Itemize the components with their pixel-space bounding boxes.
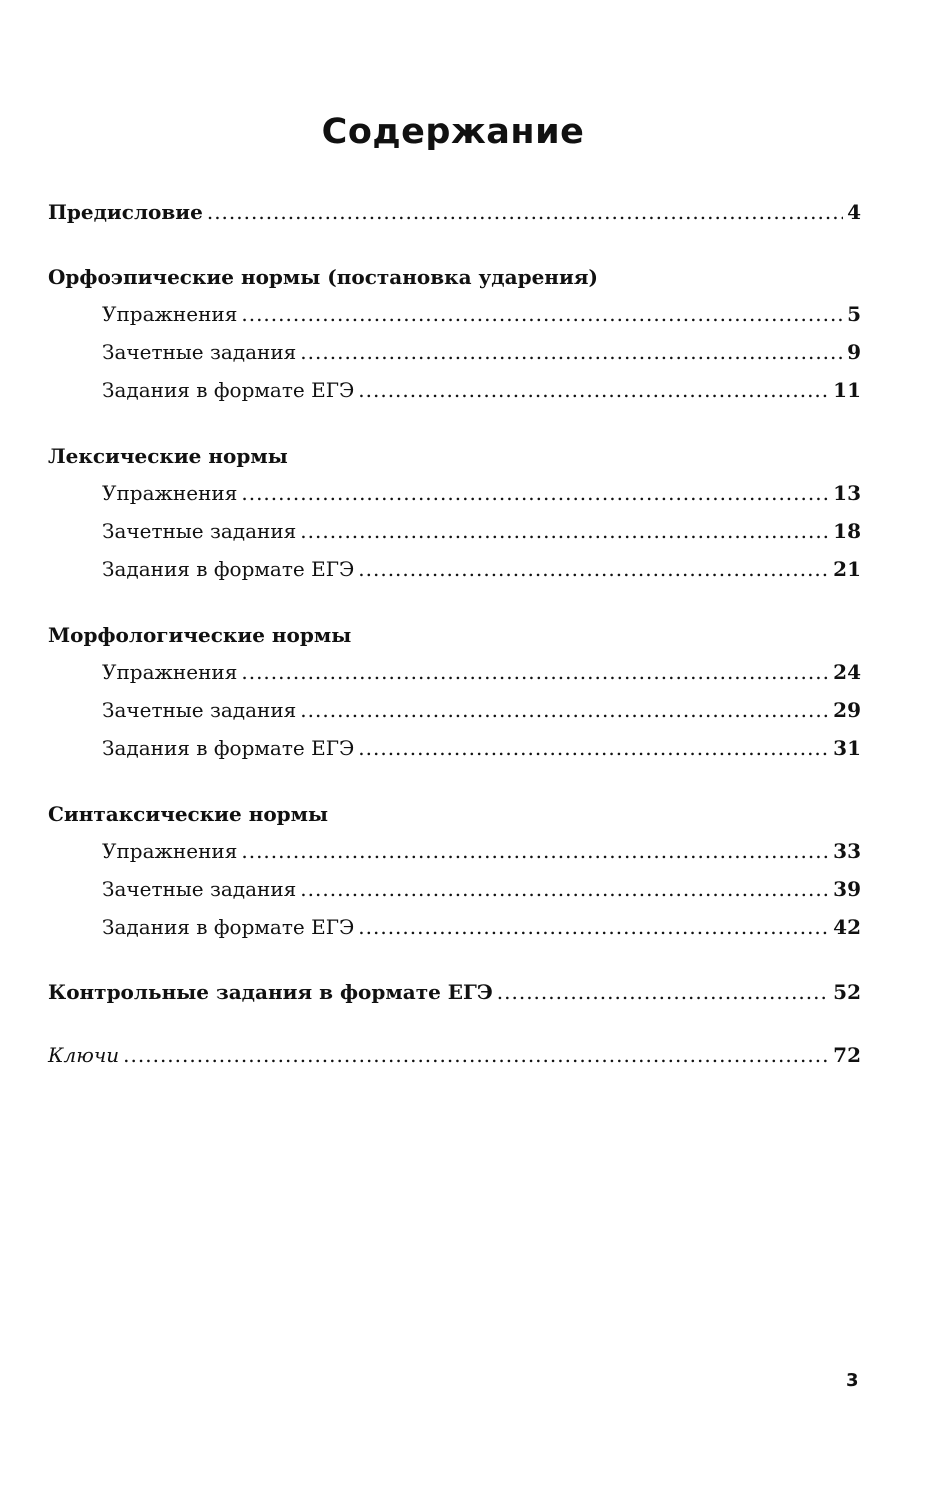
toc-entry-label: Упражнения <box>102 660 238 684</box>
toc-entry-label: Задания в формате ЕГЭ <box>102 557 355 581</box>
toc-entry[interactable] <box>102 659 861 685</box>
toc-section-heading[interactable]: Морфологические нормы <box>48 623 352 647</box>
dot-leader <box>300 518 829 544</box>
toc-entry[interactable] <box>102 914 861 940</box>
page-number: 3 <box>846 1370 859 1391</box>
dot-leader <box>241 659 829 685</box>
toc-entry-label: Зачетные задания <box>102 519 297 543</box>
dot-leader <box>123 1042 829 1068</box>
toc-entry-label: Упражнения <box>102 839 238 863</box>
toc-entry-label: Зачетные задания <box>102 698 297 722</box>
toc-entry-label: Ключи <box>48 1043 120 1067</box>
toc-entry-page: 9 <box>847 340 861 364</box>
toc-entry-page: 4 <box>847 200 861 224</box>
toc-entry-page: 33 <box>833 839 861 863</box>
toc-entry-page: 24 <box>833 660 861 684</box>
toc-section-heading[interactable]: Синтаксические нормы <box>48 802 329 826</box>
toc-entry-page: 42 <box>833 915 861 939</box>
toc-entry[interactable] <box>102 301 861 327</box>
toc-entry-label: Упражнения <box>102 481 238 505</box>
toc-entry[interactable] <box>102 518 861 544</box>
toc-entry-label: Контрольные задания в формате ЕГЭ <box>48 980 493 1004</box>
toc-entry-page: 72 <box>833 1043 861 1067</box>
toc-entry-preface[interactable] <box>48 199 861 225</box>
toc-entry-label: Задания в формате ЕГЭ <box>102 915 355 939</box>
dot-leader <box>300 697 829 723</box>
toc-entry[interactable] <box>102 735 861 761</box>
toc-entry-page: 11 <box>833 378 861 402</box>
toc-entry-control[interactable] <box>48 979 861 1005</box>
dot-leader <box>497 979 829 1005</box>
dot-leader <box>207 199 843 225</box>
dot-leader <box>300 339 843 365</box>
toc-entry-page: 39 <box>833 877 861 901</box>
toc-entry[interactable] <box>102 339 861 365</box>
dot-leader <box>241 838 829 864</box>
toc-entry-page: 18 <box>833 519 861 543</box>
toc-entry-label: Зачетные задания <box>102 340 297 364</box>
toc-entry[interactable] <box>102 556 861 582</box>
dot-leader <box>241 480 829 506</box>
toc-entry[interactable] <box>102 480 861 506</box>
toc-entry-label: Задания в формате ЕГЭ <box>102 736 355 760</box>
dot-leader <box>358 914 829 940</box>
toc-entry[interactable] <box>102 377 861 403</box>
toc-section-heading[interactable]: Орфоэпические нормы (постановка ударения) <box>48 265 599 289</box>
toc-entry-label: Зачетные задания <box>102 877 297 901</box>
toc-entry-page: 31 <box>833 736 861 760</box>
toc-entry-page: 13 <box>833 481 861 505</box>
toc-entry-page: 21 <box>833 557 861 581</box>
toc-entry-page: 52 <box>833 980 861 1004</box>
toc-section-heading[interactable]: Лексические нормы <box>48 444 288 468</box>
dot-leader <box>241 301 843 327</box>
dot-leader <box>358 735 829 761</box>
page-title: Содержание <box>321 112 585 152</box>
toc-entry-label: Задания в формате ЕГЭ <box>102 378 355 402</box>
toc-entry-label: Предисловие <box>48 200 203 224</box>
toc-entry-keys[interactable] <box>48 1042 861 1068</box>
toc-entry-page: 29 <box>833 698 861 722</box>
toc-entry[interactable] <box>102 697 861 723</box>
toc-entry-label: Упражнения <box>102 302 238 326</box>
toc-entry[interactable] <box>102 876 861 902</box>
toc-entry-page: 5 <box>847 302 861 326</box>
toc-entry[interactable] <box>102 838 861 864</box>
dot-leader <box>358 556 829 582</box>
dot-leader <box>300 876 829 902</box>
dot-leader <box>358 377 829 403</box>
